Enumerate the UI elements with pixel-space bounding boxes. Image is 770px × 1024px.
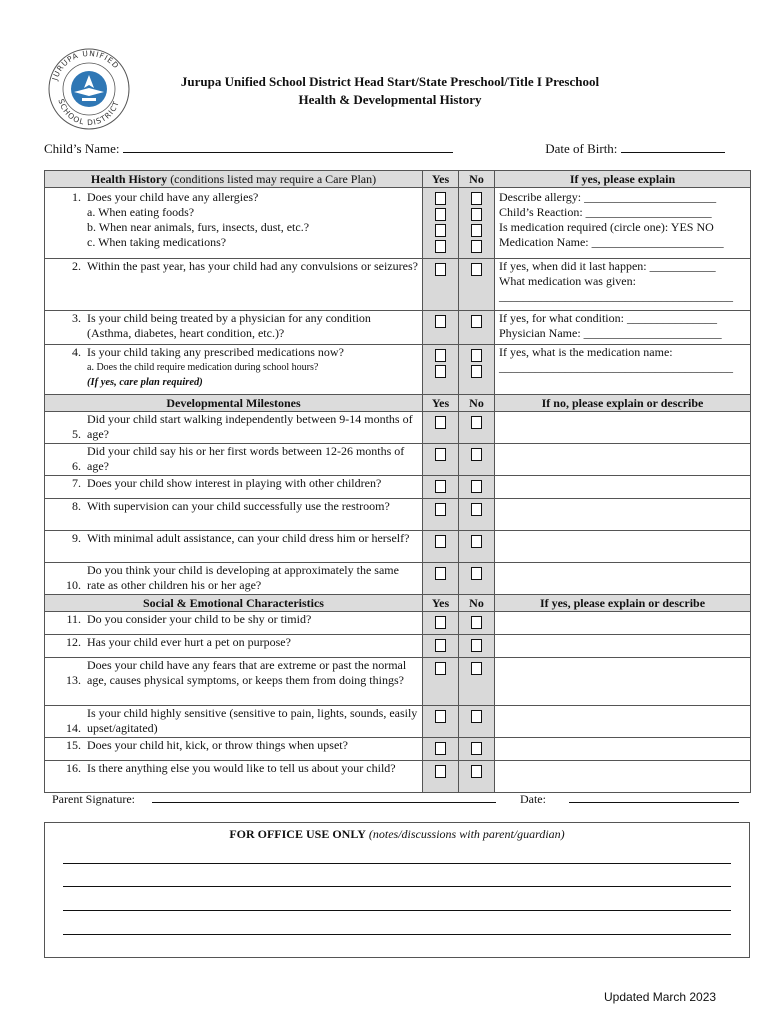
yes-checkbox[interactable] xyxy=(435,192,446,205)
medication-name-field[interactable]: Medication Name: ______________________ xyxy=(499,235,724,249)
dev-header-row xyxy=(45,395,751,412)
no-checkbox[interactable] xyxy=(471,616,482,629)
yes-header: Yes xyxy=(423,595,459,612)
explain-field[interactable] xyxy=(495,499,751,531)
dob-label: Date of Birth: xyxy=(545,141,618,156)
question-number: 2. xyxy=(72,259,81,273)
question-row-16 xyxy=(45,761,751,793)
child-info-row xyxy=(44,140,725,157)
question-text: With minimal adult assistance, can your child dress him or herself? xyxy=(87,531,410,545)
medication-required-field[interactable]: Is medication required (circle one): YES NO xyxy=(499,220,714,234)
question-row-8 xyxy=(45,499,751,531)
yes-checkbox[interactable] xyxy=(435,448,446,461)
social-rows xyxy=(45,612,751,793)
question-text: Is your child being treated by a physician for any condition (Asthma, diabetes, heart condition, etc.)? xyxy=(87,311,371,340)
question-row-2 xyxy=(45,259,751,311)
question-row-15 xyxy=(45,738,751,761)
question-row-12 xyxy=(45,635,751,658)
question-sub-c: c. When taking medications? xyxy=(87,235,227,249)
medication-given-label: What medication was given: xyxy=(499,274,636,288)
yes-checkbox[interactable] xyxy=(435,349,446,362)
question-sub-b: b. When near animals, furs, insects, dust, etc.? xyxy=(87,220,310,234)
allergy-describe-field[interactable]: Describe allergy: ______________________ xyxy=(499,190,717,204)
parent-signature-label: Parent Signature: xyxy=(52,792,135,806)
social-header-title: Social & Emotional Characteristics xyxy=(45,595,423,612)
question-number: 15. xyxy=(66,738,81,752)
no-checkbox[interactable] xyxy=(471,315,482,328)
question-number: 11. xyxy=(66,612,81,626)
explain-header: If no, please explain or describe xyxy=(495,395,751,412)
question-text: Do you consider your child to be shy or timid? xyxy=(87,612,312,626)
question-number: 6. xyxy=(72,459,81,473)
updated-date: Updated March 2023 xyxy=(604,990,717,1004)
medication-given-field[interactable]: _______________________________________ xyxy=(499,289,733,303)
dev-header-title: Developmental Milestones xyxy=(45,395,423,412)
no-checkbox[interactable] xyxy=(471,535,482,548)
no-checkbox[interactable] xyxy=(471,503,482,516)
yes-checkbox[interactable] xyxy=(435,639,446,652)
yes-header: Yes xyxy=(423,171,459,188)
explain-field[interactable] xyxy=(495,612,751,635)
explain-field[interactable] xyxy=(495,531,751,563)
yes-checkbox[interactable] xyxy=(435,315,446,328)
office-use-title: FOR OFFICE USE ONLY (notes/discussions with parent/guardian) xyxy=(229,827,565,841)
yes-checkbox[interactable] xyxy=(435,765,446,778)
question-number: 1. xyxy=(72,190,81,204)
social-header-row xyxy=(45,595,751,612)
care-plan-note: (If yes, care plan required) xyxy=(87,377,203,388)
explain-field[interactable] xyxy=(495,476,751,499)
no-checkbox-c[interactable] xyxy=(471,240,482,253)
no-checkbox[interactable] xyxy=(471,349,482,362)
no-checkbox[interactable] xyxy=(471,448,482,461)
no-header: No xyxy=(459,595,495,612)
yes-checkbox[interactable] xyxy=(435,480,446,493)
question-text: Did your child say his or her first words between 12-26 months of age? xyxy=(87,444,405,473)
question-text: Does your child hit, kick, or throw things when upset? xyxy=(87,738,348,752)
explain-field[interactable] xyxy=(495,635,751,658)
dob-field[interactable] xyxy=(621,140,725,153)
yes-header: Yes xyxy=(423,395,459,412)
yes-checkbox[interactable] xyxy=(435,263,446,276)
signature-date-field[interactable] xyxy=(569,790,739,803)
question-text: Is there anything else you would like to tell us about your child? xyxy=(87,761,396,775)
no-checkbox[interactable] xyxy=(471,567,482,580)
logo-text-top: JURUPA UNIFIED xyxy=(50,48,121,82)
question-number: 9. xyxy=(72,531,81,545)
question-row-4 xyxy=(45,345,751,395)
question-number: 16. xyxy=(66,761,81,775)
question-row-9 xyxy=(45,531,751,563)
question-row-14 xyxy=(45,706,751,738)
question-sub-a: a. Does the child require medication during school hours? xyxy=(87,362,319,373)
question-row-1 xyxy=(45,188,751,259)
question-row-6 xyxy=(45,444,751,476)
no-checkbox-b[interactable] xyxy=(471,224,482,237)
logo-text-bottom: SCHOOL DISTRICT xyxy=(56,97,122,128)
office-notes-line[interactable] xyxy=(63,910,731,911)
question-text: Does your child show interest in playing with other children? xyxy=(87,476,382,490)
yes-checkbox-a[interactable] xyxy=(435,208,446,221)
question-text: Does your child have any fears that are extreme or past the normal age, causes physical symptoms, or keeps them from doing things? xyxy=(87,658,407,687)
question-text: Within the past year, has your child had any convulsions or seizures? xyxy=(87,259,418,273)
health-history-table xyxy=(44,170,751,793)
explain-field[interactable] xyxy=(495,444,751,476)
question-number: 10. xyxy=(66,578,81,592)
question-number: 7. xyxy=(72,476,81,490)
explain-field[interactable] xyxy=(495,761,751,793)
question-number: 14. xyxy=(66,721,81,735)
health-header-row xyxy=(45,171,751,188)
no-header: No xyxy=(459,171,495,188)
child-name-label: Child’s Name: xyxy=(44,141,120,156)
no-checkbox[interactable] xyxy=(471,765,482,778)
no-header: No xyxy=(459,395,495,412)
office-use-box xyxy=(44,822,750,958)
explain-field[interactable] xyxy=(495,706,751,738)
question-row-5 xyxy=(45,412,751,444)
question-text: Is your child taking any prescribed medications now? xyxy=(87,345,344,359)
question-number: 5. xyxy=(72,427,81,441)
no-checkbox[interactable] xyxy=(471,416,482,429)
office-notes-line[interactable] xyxy=(63,934,731,935)
question-sub-a: a. When eating foods? xyxy=(87,205,195,219)
no-checkbox-a[interactable] xyxy=(471,208,482,221)
question-text: With supervision can your child successfully use the restroom? xyxy=(87,499,390,513)
no-checkbox[interactable] xyxy=(471,710,482,723)
question-text: Is your child highly sensitive (sensitive to pain, lights, sounds, easily upset/agitated) xyxy=(87,706,418,735)
question-number: 12. xyxy=(66,635,81,649)
dev-rows xyxy=(45,412,751,595)
no-checkbox[interactable] xyxy=(471,662,482,675)
explain-header: If yes, please explain xyxy=(495,171,751,188)
question-row-3 xyxy=(45,311,751,345)
reaction-field[interactable]: Child’s Reaction: _____________________ xyxy=(499,205,712,219)
parent-signature-field[interactable] xyxy=(152,790,496,803)
explain-field[interactable] xyxy=(495,412,751,444)
question-number: 4. xyxy=(72,345,81,359)
yes-checkbox[interactable] xyxy=(435,535,446,548)
question-number: 13. xyxy=(66,673,81,687)
explain-field[interactable] xyxy=(495,658,751,706)
yes-checkbox[interactable] xyxy=(435,710,446,723)
medication-name-label: If yes, what is the medication name: xyxy=(499,345,673,359)
explain-field[interactable] xyxy=(495,738,751,761)
question-text: Did your child start walking independently between 9-14 months of age? xyxy=(87,412,413,441)
child-name-field[interactable] xyxy=(123,140,453,153)
question-text: Has your child ever hurt a pet on purpose? xyxy=(87,635,291,649)
no-checkbox[interactable] xyxy=(471,192,482,205)
yes-checkbox[interactable] xyxy=(435,416,446,429)
yes-checkbox[interactable] xyxy=(435,503,446,516)
question-text: Does your child have any allergies? xyxy=(87,190,259,204)
seizure-last-field[interactable]: If yes, when did it last happen: ___________ xyxy=(499,259,716,273)
office-notes-line[interactable] xyxy=(63,863,731,864)
question-row-13 xyxy=(45,658,751,706)
health-header-title: Health History (conditions listed may require a Care Plan) xyxy=(45,171,423,188)
yes-checkbox[interactable] xyxy=(435,662,446,675)
form-title: Jurupa Unified School District Head Start/State Preschool/Title I Preschool xyxy=(180,74,600,89)
question-number: 8. xyxy=(72,499,81,513)
no-checkbox-a[interactable] xyxy=(471,365,482,378)
question-row-11 xyxy=(45,612,751,635)
yes-checkbox[interactable] xyxy=(435,567,446,580)
yes-checkbox-b[interactable] xyxy=(435,224,446,237)
question-row-10 xyxy=(45,563,751,595)
yes-checkbox-c[interactable] xyxy=(435,240,446,253)
question-row-7 xyxy=(45,476,751,499)
physician-name-field[interactable]: Physician Name: _______________________ xyxy=(499,326,722,340)
question-number: 3. xyxy=(72,311,81,325)
signature-date-label: Date: xyxy=(519,792,546,806)
yes-checkbox[interactable] xyxy=(435,742,446,755)
no-checkbox[interactable] xyxy=(471,742,482,755)
form-subtitle: Health & Developmental History xyxy=(298,92,482,107)
no-checkbox[interactable] xyxy=(471,263,482,276)
question-text: Do you think your child is developing at approximately the same rate as other children his or her age? xyxy=(87,563,399,592)
medication-name-line[interactable]: _______________________________________ xyxy=(499,360,733,374)
yes-checkbox[interactable] xyxy=(435,616,446,629)
office-notes-line[interactable] xyxy=(63,886,731,887)
signature-row xyxy=(52,790,752,807)
explain-field[interactable] xyxy=(495,563,751,595)
no-checkbox[interactable] xyxy=(471,480,482,493)
yes-checkbox-a[interactable] xyxy=(435,365,446,378)
condition-field[interactable]: If yes, for what condition: _______________ xyxy=(499,311,717,325)
no-checkbox[interactable] xyxy=(471,639,482,652)
explain-header: If yes, please explain or describe xyxy=(495,595,751,612)
